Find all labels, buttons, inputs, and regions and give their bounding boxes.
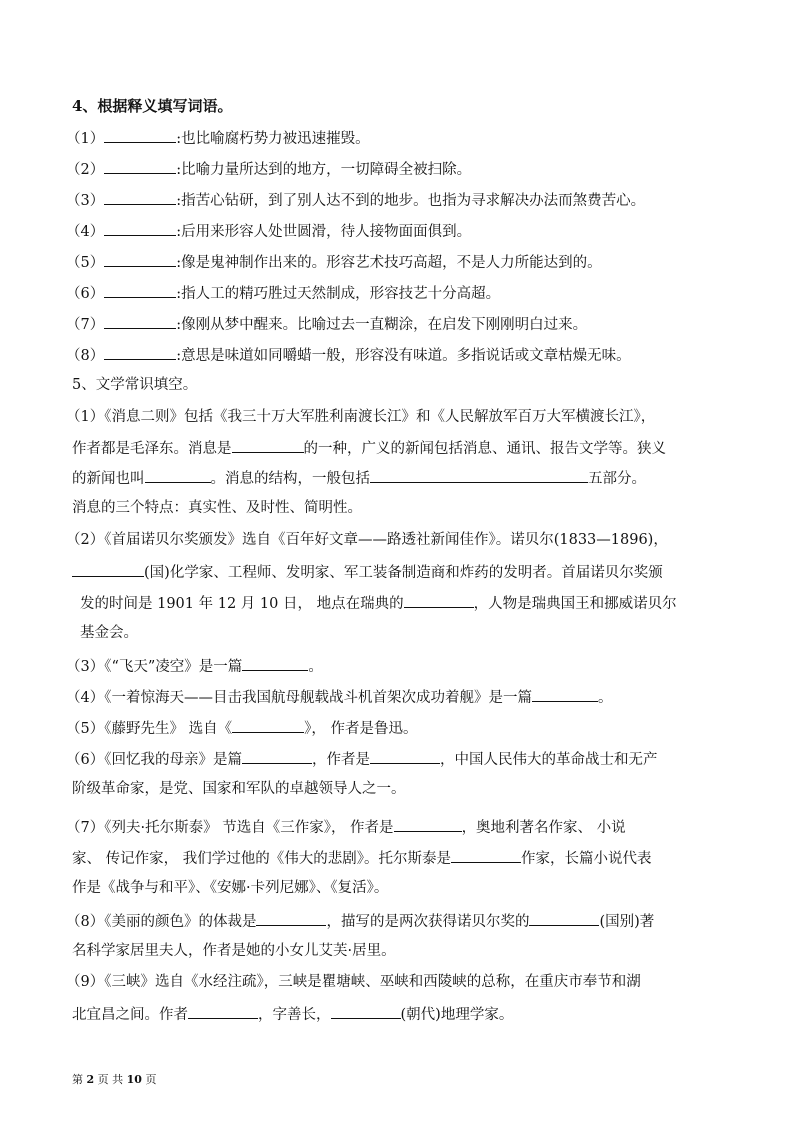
- q5-9-line-a: （9）《三峡》选自《水经注疏》，三峡是瞿塘峡、巫峡和西陵峡的总称，在重庆市奉节和湖: [66, 974, 641, 990]
- page-number: 2: [86, 1073, 95, 1086]
- answer-blank: [104, 220, 176, 236]
- page-total: 10: [126, 1073, 142, 1086]
- q4-item-8: （8） :意思是味道如同嚼蜡一般，形容没有味道。多指说话或文章枯燥无味。: [66, 344, 631, 366]
- q5-8-line-a: （8）《美丽的颜色》的体裁是 ，描写的是两次获得诺贝尔奖的 (国别)著: [66, 910, 654, 932]
- answer-blank: [256, 910, 326, 926]
- q4-item-4: （4） :后用来形容人处世圆滑，待人接物面面俱到。: [66, 220, 471, 242]
- answer-blank: [104, 251, 176, 267]
- q4-item-2: （2） :比喻力量所达到的地方，一切障碍全被扫除。: [66, 158, 471, 180]
- q5-1-line-b: 作者都是毛泽东。消息是 的一种，广义的新闻包括消息、通讯、报告文学等。狭义: [72, 437, 666, 459]
- q5-3: （3）《“飞天”凌空》是一篇 。: [66, 655, 323, 677]
- q5-title: 5、文学常识填空。: [72, 377, 198, 393]
- q5-7-line-c: 作是《战争与和平》、《安娜·卡列尼娜》、《复活》。: [72, 880, 389, 896]
- q4-item-3: （3） :指苦心钻研，到了别人达不到的地步。也指为寻求解决办法而煞费苦心。: [66, 189, 645, 211]
- answer-blank: [529, 910, 599, 926]
- q5-2-line-c: 发的时间是 1901 年 12 月 10 日， 地点在瑞典的 ，人物是瑞典国王和挪威诺贝尔: [80, 592, 677, 614]
- answer-blank: [370, 467, 588, 483]
- q5-8-line-b: 名科学家居里夫人，作者是她的小女儿艾芙·居里。: [72, 943, 396, 959]
- answer-blank: [232, 437, 304, 453]
- answer-blank: [242, 748, 312, 764]
- answer-blank: [104, 313, 176, 329]
- answer-blank: [532, 686, 598, 702]
- answer-blank: [104, 127, 176, 143]
- answer-blank: [451, 847, 521, 863]
- answer-blank: [72, 561, 144, 577]
- answer-blank: [232, 717, 304, 733]
- answer-blank: [104, 158, 176, 174]
- answer-blank: [104, 189, 176, 205]
- q5-1-line-a: （1）《消息二则》包括《我三十万大军胜利南渡长江》和《人民解放军百万大军横渡长江》，: [66, 409, 656, 425]
- q4-item-5: （5） :像是鬼神制作出来的。形容艺术技巧高超，不是人力所能达到的。: [66, 251, 602, 273]
- q5-1-line-d: 消息的三个特点：真实性、及时性、简明性。: [72, 500, 362, 516]
- q5-9-line-b: 北宜昌之间。作者 ，字善长， (朝代)地理学家。: [72, 1003, 513, 1025]
- q5-5: （5）《藤野先生》 选自《 》， 作者是鲁迅。: [66, 717, 417, 739]
- q5-2-line-a: （2）《首届诺贝尔奖颁发》选自《百年好文章——路透社新闻佳作》。诺贝尔(1833—1896)，: [66, 532, 668, 548]
- page-footer: 第 2 页 共 10 页: [72, 1073, 157, 1086]
- answer-blank: [242, 655, 308, 671]
- answer-blank: [331, 1003, 401, 1019]
- q5-4: （4）《一着惊海天——目击我国航母舰载战斗机首架次成功着舰》是一篇 。: [66, 686, 612, 708]
- q4-item-7: （7） :像刚从梦中醒来。比喻过去一直糊涂，在启发下刚刚明白过来。: [66, 313, 587, 335]
- answer-blank: [104, 344, 176, 360]
- q4-title: 4、根据释义填写词语。: [72, 97, 233, 115]
- q5-2-line-d: 基金会。: [80, 625, 138, 641]
- q5-1-line-c: 的新闻也叫 。消息的结构，一般包括 五部分。: [72, 467, 646, 489]
- answer-blank: [188, 1003, 258, 1019]
- answer-blank: [370, 748, 440, 764]
- answer-blank: [104, 282, 176, 298]
- q4-item-1: （1） :也比喻腐朽势力被迅速摧毁。: [66, 127, 370, 149]
- q5-2-line-b: (国)化学家、工程师、发明家、军工装备制造商和炸药的发明者。首届诺贝尔奖颁: [72, 561, 663, 583]
- q4-item-6: （6） :指人工的精巧胜过天然制成，形容技艺十分高超。: [66, 282, 500, 304]
- q5-6-line-a: （6）《回忆我的母亲》是篇 ，作者是 ，中国人民伟大的革命战士和无产: [66, 748, 657, 770]
- answer-blank: [145, 467, 211, 483]
- q5-7-line-b: 家、 传记作家， 我们学过他的《伟大的悲剧》。托尔斯泰是 作家，长篇小说代表: [72, 847, 651, 869]
- answer-blank: [404, 592, 474, 608]
- answer-blank: [394, 816, 462, 832]
- q5-7-line-a: （7）《列夫·托尔斯泰》 节选自《三作家》， 作者是 ，奥地利著名作家、 小说: [66, 816, 626, 838]
- q5-6-line-b: 阶级革命家，是党、国家和军队的卓越领导人之一。: [72, 781, 406, 797]
